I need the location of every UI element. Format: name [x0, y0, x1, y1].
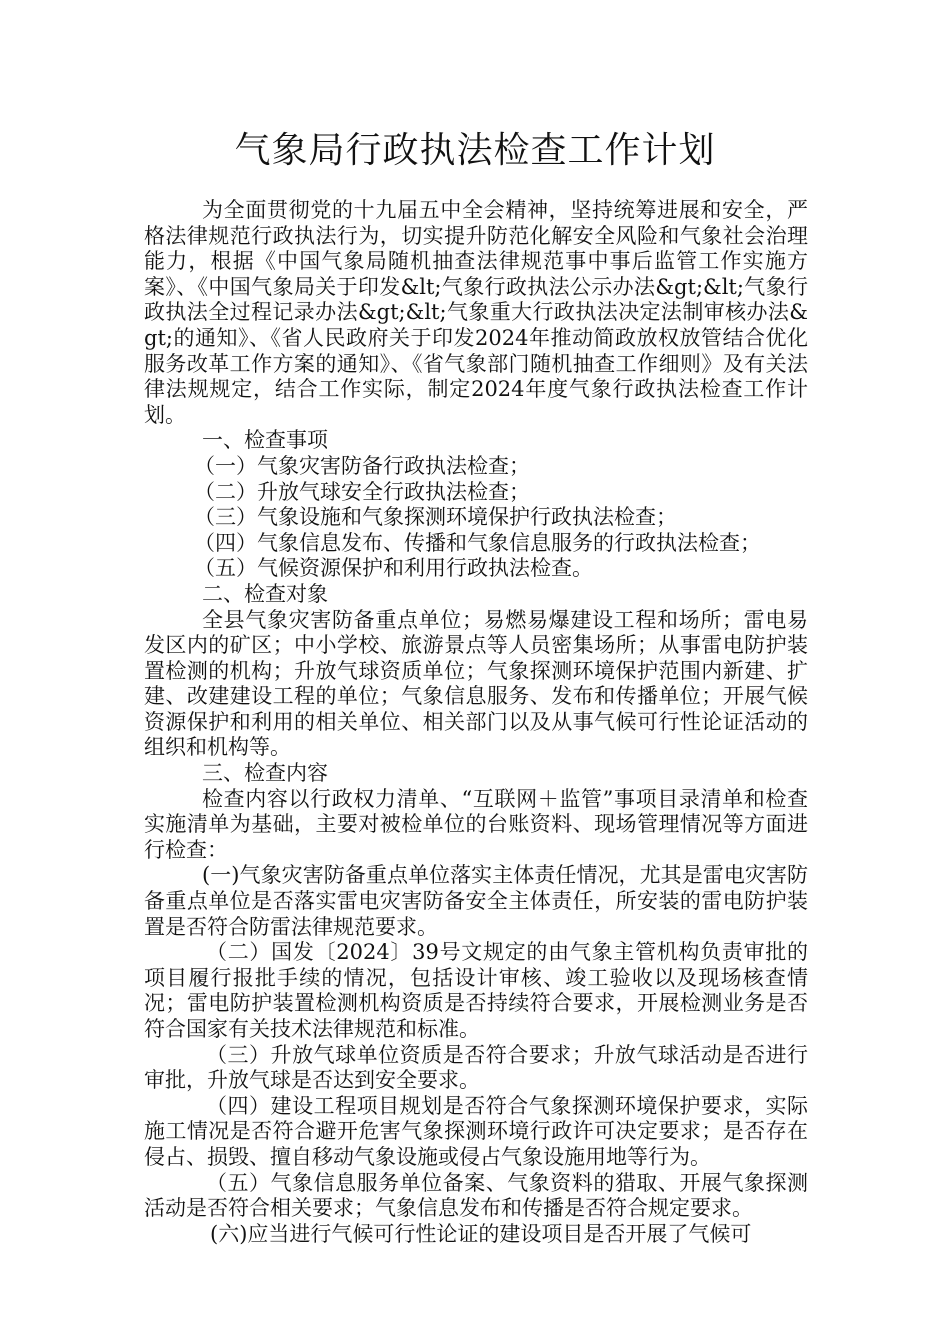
section-heading: 三、检查内容 [202, 761, 328, 786]
document-body [144, 198, 808, 1247]
content-item: (一)气象灾害防备重点单位落实主体责任情况，尤其是雷电灾害防备重点单位是否落实雷电灾害防备安全主体责任，所安装的雷电防护装置是否符合防雷法律规范要求。 [144, 863, 808, 939]
check-item: （四）气象信息发布、传播和气象信息服务的行政执法检查； [194, 530, 761, 555]
document-title: 气象局行政执法检查工作计划 [234, 130, 716, 171]
section-paragraph: 检查内容以行政权力清单、“互联网＋监管”事项目录清单和检查实施清单为基础，主要对被检单位的台账资料、现场管理情况等方面进行检查： [144, 786, 808, 862]
section-heading: 二、检查对象 [202, 581, 328, 606]
intro-paragraph: 为全面贯彻党的十九届五中全会精神，坚持统筹进展和安全，严格法律规范行政执法行为，切实提升防范化解安全风险和气象社会治理能力，根据《中国气象局随机抽查法律规范事中事后监管工作实施方案》、《中国气象局关于印发&lt;气象行政执法公示办法&gt;&lt;气象行政执法全过程记录办法&gt;&lt;气象重大行政执法决定法制审核办法&gt;的通知》、《省人民政府关于印发2024年推动简政放权放管结合优化服务改革工作方案的通知》、《省气象部门随机抽查工作细则》及有关法律法规规定，结合工作实际，制定2024年度气象行政执法检查工作计划。 [144, 198, 808, 427]
check-item: （二）升放气球安全行政执法检查； [194, 479, 530, 504]
content-item: （三）升放气球单位资质是否符合要求；升放气球活动是否进行审批，升放气球是否达到安全要求。 [144, 1042, 808, 1093]
content-item: （四）建设工程项目规划是否符合气象探测环境保护要求，实际施工情况是否符合避开危害气象探测环境行政许可决定要求；是否存在侵占、损毁、擅自移动气象设施或侵占气象设施用地等行为。 [144, 1093, 808, 1169]
content-item: （二）国发〔2024〕39号文规定的由气象主管机构负责审批的项目履行报批手续的情况，包括设计审核、竣工验收以及现场核查情况；雷电防护装置检测机构资质是否持续符合要求，开展检测业务是否符合国家有关技术法律规范和标准。 [144, 940, 808, 1041]
content-item: (六)应当进行气候可行性论证的建设项目是否开展了气候可 [210, 1221, 752, 1246]
content-item: （五）气象信息服务单位备案、气象资料的猎取、开展气象探测活动是否符合相关要求；气象信息发布和传播是否符合规定要求。 [144, 1170, 808, 1221]
check-item: （一）气象灾害防备行政执法检查； [194, 453, 530, 478]
section-heading: 一、检查事项 [202, 428, 328, 453]
section-paragraph: 全县气象灾害防备重点单位；易燃易爆建设工程和场所；雷电易发区内的矿区；中小学校、旅游景点等人员密集场所；从事雷电防护装置检测的机构；升放气球资质单位；气象探测环境保护范围内新建、扩建、改建建设工程的单位；气象信息服务、发布和传播单位；开展气候资源保护和利用的相关单位、相关部门以及从事气候可行性论证活动的组织和机构等。 [144, 607, 808, 760]
check-item: （五）气候资源保护和利用行政执法检查。 [194, 556, 593, 581]
check-item: （三）气象设施和气象探测环境保护行政执法检查； [194, 505, 677, 530]
